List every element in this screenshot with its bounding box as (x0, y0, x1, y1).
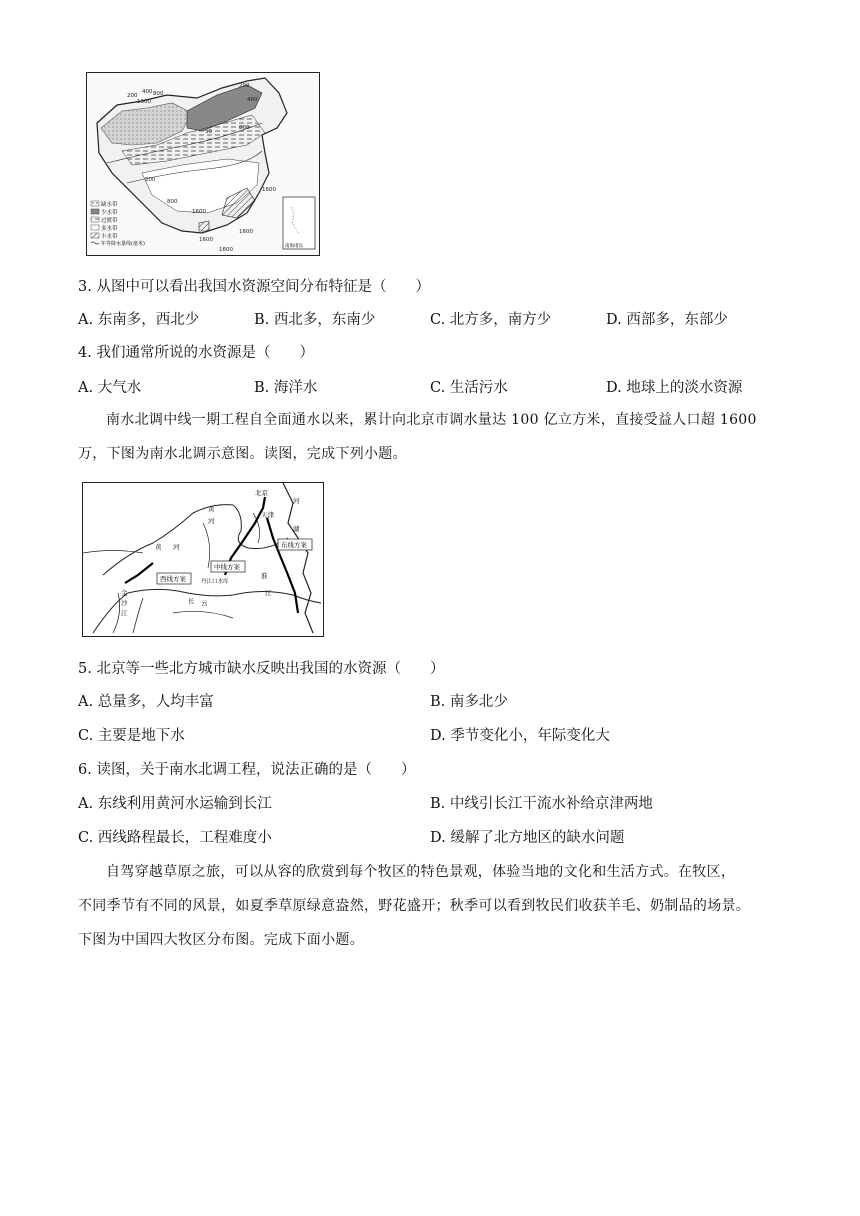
q4-option-b[interactable]: B. 海洋水 (254, 380, 318, 396)
q6-option-c[interactable]: C. 西线路程最长，工程难度小 (78, 830, 272, 846)
water-resources-map-svg (87, 73, 318, 254)
q4-option-d[interactable]: D. 地球上的淡水资源 (606, 380, 743, 396)
label-chang: 长 (188, 597, 195, 605)
passage-grassland (78, 855, 788, 957)
question-4-stem: 4. 我们通常所说的水资源是（ ） (78, 345, 314, 361)
label-beijing: 北京 (255, 489, 268, 497)
contour-label: 1600 (137, 99, 151, 105)
label-yun: 云 (201, 599, 208, 607)
contour-label: 800 (167, 199, 178, 205)
label-river: 河 (208, 517, 215, 525)
label-jinsha: 金 (121, 589, 128, 597)
legend-label: 缺水带 (101, 202, 118, 208)
water-diversion-map (82, 482, 324, 637)
legend-label: 少水带 (101, 210, 118, 216)
label-lake: 湖 (293, 525, 300, 533)
passage-line: 不同季节有不同的风景，如夏季草原绿意盎然，野花盛开；秋季可以看到牧民们收获羊毛、奶制品的场景。 (78, 898, 751, 914)
q6-option-a[interactable]: A. 东线利用黄河水运输到长江 (78, 796, 272, 812)
south-sea-inset (283, 197, 315, 249)
passage-line: 万，下图为南水北调示意图。读图，完成下列小题。 (78, 446, 407, 462)
q4-option-a[interactable]: A. 大气水 (78, 380, 142, 396)
q5-option-b[interactable]: B. 南多北少 (430, 694, 508, 710)
label-tianjin: 天津 (261, 511, 274, 519)
legend-label: 丰水带 (101, 234, 118, 240)
contour-label: 1600 (199, 237, 213, 243)
inset-label: 南海诸岛 (285, 244, 303, 249)
label-jinsha: 江 (121, 609, 128, 617)
label-river: 河 (173, 543, 180, 551)
q3-option-a[interactable]: A. 东南多，西北少 (78, 312, 200, 328)
passage-line: 南水北调中线一期工程自全面通水以来，累计向北京市调水量达 100 亿立方米，直接受益人口超 1600 (106, 412, 757, 428)
passage-line: 下图为中国四大牧区分布图。完成下面小题。 (78, 932, 364, 948)
legend-label: 多水带 (101, 226, 118, 232)
q5-option-d[interactable]: D. 季节变化小，年际变化大 (430, 728, 610, 744)
q5-option-c[interactable]: C. 主要是地下水 (78, 728, 185, 744)
contour-label: 1600 (192, 209, 206, 215)
contour-label: 400 (247, 97, 258, 103)
q6-option-b[interactable]: B. 中线引长江干流水补给京津两地 (430, 796, 653, 812)
water-resources-map (86, 72, 320, 256)
label-jinsha: 沙 (121, 599, 128, 607)
q5-option-a[interactable]: A. 总量多，人均丰富 (78, 694, 214, 710)
q3-option-c[interactable]: C. 北方多，南方少 (430, 312, 552, 328)
legend-label: 年等降水量线(毫米) (101, 241, 145, 247)
q3-option-b[interactable]: B. 西北多，东南少 (254, 312, 376, 328)
q3-option-d[interactable]: D. 西部多，东部少 (606, 312, 728, 328)
contour-label: 800 (239, 125, 250, 131)
contour-label: 200 (127, 93, 138, 99)
contour-label: 1600 (239, 229, 253, 235)
question-3-stem: 3. 从图中可以看出我国水资源空间分布特征是（ ） (78, 279, 430, 295)
passage-south-north-water (78, 403, 788, 471)
contour-label: 1600 (219, 247, 233, 253)
q6-option-d[interactable]: D. 缓解了北方地区的缺水问题 (430, 830, 625, 846)
contour-label: 1600 (262, 187, 276, 193)
label-sea: 河 (293, 497, 300, 505)
question-6-stem: 6. 读图，关于南水北调工程，说法正确的是（ ） (78, 762, 416, 778)
contour-label: 200 (145, 177, 156, 183)
label-reservoir: 丹江口水库 (201, 579, 229, 585)
label-east-route: 东线方案 (281, 541, 307, 549)
label-huai: 淮 (261, 572, 268, 580)
label-river: 黄 (208, 505, 215, 513)
question-5-stem: 5. 北京等一些北方城市缺水反映出我国的水资源（ ） (78, 661, 445, 677)
q4-option-c[interactable]: C. 生活污水 (430, 380, 508, 396)
water-diversion-map-svg (83, 483, 322, 635)
passage-line: 自驾穿越草原之旅，可以从容的欣赏到每个牧区的特色景观，体验当地的文化和生活方式。在牧区， (106, 864, 736, 880)
label-middle-route: 中线方案 (214, 563, 240, 571)
west-route-line (125, 563, 153, 583)
map-legend (91, 200, 145, 247)
contour-label: 800 (153, 91, 164, 97)
label-jiang: 江 (265, 589, 272, 597)
legend-label: 过渡带 (101, 218, 118, 224)
label-west-route: 西线方案 (160, 575, 186, 583)
label-river: 黄 (155, 543, 162, 551)
contour-label: 50 (205, 129, 212, 135)
contour-label: 400 (142, 89, 153, 95)
contour-label: 200 (239, 83, 250, 89)
